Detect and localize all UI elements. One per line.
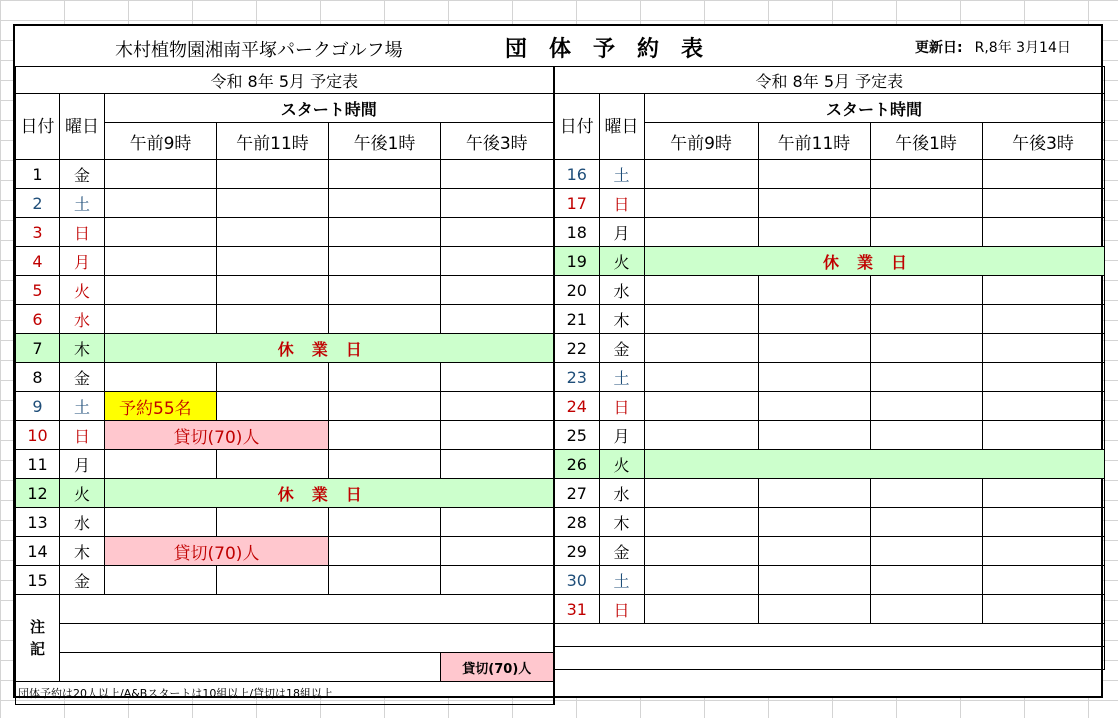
day-cell: 30: [554, 566, 599, 595]
slot-cell[interactable]: [982, 421, 1104, 450]
left-month-header: 令和 8年 5月 予定表: [16, 67, 554, 94]
updated-info: [915, 37, 1071, 57]
table-row: [554, 160, 1104, 189]
slot-cell[interactable]: [217, 450, 329, 479]
slot-cell[interactable]: [644, 218, 758, 247]
notes-line[interactable]: [60, 595, 554, 624]
weekday-cell: 土: [599, 566, 644, 595]
slot-cell[interactable]: [105, 247, 217, 276]
table-row: [554, 392, 1104, 421]
table-row: [16, 160, 554, 189]
slot-cell[interactable]: [982, 508, 1104, 537]
weekday-cell: 木: [60, 537, 105, 566]
slot-cell[interactable]: [982, 537, 1104, 566]
slot-cell[interactable]: [758, 566, 870, 595]
slot-cell[interactable]: [758, 537, 870, 566]
day-cell: 3: [16, 218, 60, 247]
notes-line[interactable]: [60, 624, 554, 653]
slot-cell[interactable]: [644, 595, 758, 624]
weekday-cell: 月: [599, 421, 644, 450]
slot-cell[interactable]: [870, 479, 982, 508]
right-day-col-header: 日付: [554, 94, 599, 160]
slot-cell[interactable]: [329, 363, 441, 392]
table-row: [16, 189, 554, 218]
right-slot-header: 午前9時: [644, 123, 758, 160]
table-row: [554, 508, 1104, 537]
right-weekday-col-header: 曜日: [599, 94, 644, 160]
slot-cell[interactable]: [105, 218, 217, 247]
day-cell: 4: [16, 247, 60, 276]
slot-cell[interactable]: [217, 276, 329, 305]
left-slot-header: 午後3時: [441, 123, 554, 160]
table-row: [554, 479, 1104, 508]
slot-cell[interactable]: [644, 276, 758, 305]
weekday-cell: 水: [599, 479, 644, 508]
table-row: [554, 305, 1104, 334]
slot-cell[interactable]: [441, 363, 554, 392]
closed-day-cell: 休業日: [644, 247, 1104, 276]
table-row: [554, 218, 1104, 247]
day-cell: 12: [16, 479, 60, 508]
slot-cell[interactable]: [441, 305, 554, 334]
table-row: [16, 334, 554, 363]
document-title: 団体予約表: [505, 37, 726, 62]
table-row: [16, 508, 554, 537]
slot-cell[interactable]: [329, 537, 441, 566]
slot-cell[interactable]: [644, 392, 758, 421]
table-row: [554, 537, 1104, 566]
table-row: [16, 450, 554, 479]
reservation-cell[interactable]: 予約55名: [105, 392, 217, 421]
left-weekday-col-header: 曜日: [60, 94, 105, 160]
slot-cell[interactable]: [870, 305, 982, 334]
weekday-cell: 日: [599, 595, 644, 624]
day-cell: 21: [554, 305, 599, 334]
slot-cell[interactable]: [870, 334, 982, 363]
table-row: [16, 276, 554, 305]
slot-cell[interactable]: [217, 305, 329, 334]
slot-cell[interactable]: [217, 218, 329, 247]
day-cell: 5: [16, 276, 60, 305]
day-cell: 24: [554, 392, 599, 421]
slot-cell[interactable]: [441, 566, 554, 595]
slot-cell[interactable]: [441, 537, 554, 566]
rules-text: 団体予約は20人以上/A&Bスタートは10組以上/貸切は18組以上: [16, 682, 554, 705]
notes-header-label: 注記: [29, 618, 45, 658]
weekday-cell: 日: [599, 189, 644, 218]
day-cell: 23: [554, 363, 599, 392]
left-start-time-header: スタート時間: [105, 94, 554, 123]
weekday-cell: 土: [599, 160, 644, 189]
weekday-cell: 火: [599, 247, 644, 276]
slot-cell[interactable]: [870, 566, 982, 595]
slot-cell[interactable]: [644, 508, 758, 537]
weekday-cell: 水: [60, 305, 105, 334]
day-cell: 2: [16, 189, 60, 218]
slot-cell[interactable]: [217, 160, 329, 189]
slot-cell[interactable]: [105, 160, 217, 189]
slot-cell[interactable]: [441, 421, 554, 450]
legend-charter: 貸切(70)人: [441, 653, 554, 682]
slot-cell[interactable]: [870, 363, 982, 392]
table-row: [16, 363, 554, 392]
weekday-cell: 土: [60, 392, 105, 421]
day-cell: 27: [554, 479, 599, 508]
slot-cell[interactable]: [870, 421, 982, 450]
weekday-cell: 月: [599, 218, 644, 247]
table-row: [554, 421, 1104, 450]
weekday-cell: 日: [599, 392, 644, 421]
slot-cell[interactable]: [644, 421, 758, 450]
day-cell: 13: [16, 508, 60, 537]
weekday-cell: 金: [60, 566, 105, 595]
day-cell: 16: [554, 160, 599, 189]
day-cell: 8: [16, 363, 60, 392]
table-row: [554, 363, 1104, 392]
slot-cell[interactable]: [758, 334, 870, 363]
slot-cell[interactable]: [982, 595, 1104, 624]
weekday-cell: 月: [60, 450, 105, 479]
slot-cell[interactable]: [870, 218, 982, 247]
table-row: [16, 537, 554, 566]
slot-cell[interactable]: [329, 189, 441, 218]
closed-day-cell: [644, 450, 1104, 479]
day-cell: 26: [554, 450, 599, 479]
slot-cell[interactable]: [758, 421, 870, 450]
slot-cell[interactable]: [758, 160, 870, 189]
slot-cell[interactable]: [870, 508, 982, 537]
slot-cell[interactable]: [644, 537, 758, 566]
table-row: [554, 276, 1104, 305]
slot-cell[interactable]: [870, 276, 982, 305]
slot-cell[interactable]: [441, 392, 554, 421]
notes-header: [16, 595, 60, 682]
title-bar: [15, 26, 1101, 67]
slot-cell[interactable]: [982, 363, 1104, 392]
slot-cell[interactable]: [644, 189, 758, 218]
right-slot-header: 午前11時: [758, 123, 870, 160]
slot-cell[interactable]: [329, 508, 441, 537]
weekday-cell: 水: [599, 276, 644, 305]
right-calendar-table: [553, 66, 1105, 670]
slot-cell[interactable]: [329, 276, 441, 305]
slot-cell[interactable]: [217, 392, 329, 421]
right-start-time-header: スタート時間: [644, 94, 1104, 123]
table-row: [554, 566, 1104, 595]
slot-cell[interactable]: [870, 537, 982, 566]
slot-cell[interactable]: [441, 276, 554, 305]
slot-cell[interactable]: [758, 479, 870, 508]
slot-cell[interactable]: [870, 160, 982, 189]
day-cell: 9: [16, 392, 60, 421]
day-cell: 20: [554, 276, 599, 305]
slot-cell[interactable]: [217, 363, 329, 392]
table-row: [16, 218, 554, 247]
table-row: [16, 421, 554, 450]
slot-cell[interactable]: [329, 247, 441, 276]
table-row: [16, 566, 554, 595]
weekday-cell: 金: [599, 334, 644, 363]
table-row: [554, 595, 1104, 624]
slot-cell[interactable]: [644, 334, 758, 363]
slot-cell[interactable]: [758, 363, 870, 392]
venue-name: 木村植物園湘南平塚パークゴルフ場: [115, 40, 403, 61]
weekday-cell: 木: [599, 305, 644, 334]
slot-cell[interactable]: [329, 450, 441, 479]
day-cell: 22: [554, 334, 599, 363]
left-slot-header: 午前9時: [105, 123, 217, 160]
slot-cell[interactable]: [105, 508, 217, 537]
slot-cell[interactable]: [982, 189, 1104, 218]
day-cell: 11: [16, 450, 60, 479]
slot-cell[interactable]: [105, 189, 217, 218]
weekday-cell: 火: [60, 276, 105, 305]
table-row: [554, 189, 1104, 218]
weekday-cell: 金: [60, 160, 105, 189]
closed-day-cell: 休業日: [105, 479, 554, 508]
left-day-col-header: 日付: [16, 94, 60, 160]
slot-cell[interactable]: [441, 450, 554, 479]
slot-cell[interactable]: [329, 218, 441, 247]
slot-cell[interactable]: [329, 421, 441, 450]
slot-cell[interactable]: [758, 218, 870, 247]
updated-label: 更新日:: [915, 40, 963, 56]
slot-cell[interactable]: [105, 276, 217, 305]
weekday-cell: 木: [60, 334, 105, 363]
right-slot-header: 午後3時: [982, 123, 1104, 160]
day-cell: 14: [16, 537, 60, 566]
weekday-cell: 火: [60, 479, 105, 508]
day-cell: 18: [554, 218, 599, 247]
weekday-cell: 土: [60, 189, 105, 218]
reservation-sheet: [13, 24, 1103, 698]
right-month-header: 令和 8年 5月 予定表: [554, 67, 1104, 94]
weekday-cell: 水: [60, 508, 105, 537]
notes-line[interactable]: [554, 624, 1104, 647]
table-row: [554, 247, 1104, 276]
slot-cell[interactable]: [644, 363, 758, 392]
slot-cell[interactable]: [329, 566, 441, 595]
slot-cell[interactable]: [329, 160, 441, 189]
slot-cell[interactable]: [441, 247, 554, 276]
slot-cell[interactable]: [982, 218, 1104, 247]
slot-cell[interactable]: [758, 276, 870, 305]
slot-cell[interactable]: [105, 363, 217, 392]
notes-line[interactable]: [554, 647, 1104, 670]
table-row: [16, 247, 554, 276]
left-slot-header: 午前11時: [217, 123, 329, 160]
day-cell: 29: [554, 537, 599, 566]
slot-cell[interactable]: [982, 479, 1104, 508]
slot-cell[interactable]: [105, 450, 217, 479]
day-cell: 28: [554, 508, 599, 537]
day-cell: 25: [554, 421, 599, 450]
weekday-cell: 月: [60, 247, 105, 276]
weekday-cell: 火: [599, 450, 644, 479]
weekday-cell: 金: [599, 537, 644, 566]
slot-cell[interactable]: [870, 189, 982, 218]
slot-cell[interactable]: [217, 566, 329, 595]
table-row: [16, 479, 554, 508]
notes-line[interactable]: [60, 653, 441, 682]
table-row: [16, 305, 554, 334]
day-cell: 17: [554, 189, 599, 218]
weekday-cell: 木: [599, 508, 644, 537]
right-slot-header: 午後1時: [870, 123, 982, 160]
slot-cell[interactable]: [758, 508, 870, 537]
slot-cell[interactable]: [441, 189, 554, 218]
table-row: [16, 392, 554, 421]
closed-day-cell: 休業日: [105, 334, 554, 363]
slot-cell[interactable]: [644, 479, 758, 508]
weekday-cell: 日: [60, 218, 105, 247]
slot-cell[interactable]: [217, 247, 329, 276]
table-row: [554, 334, 1104, 363]
slot-cell[interactable]: [982, 334, 1104, 363]
slot-cell[interactable]: [441, 160, 554, 189]
left-calendar-table: [15, 66, 555, 705]
slot-cell[interactable]: [982, 566, 1104, 595]
slot-cell[interactable]: [644, 160, 758, 189]
left-slot-header: 午後1時: [329, 123, 441, 160]
slot-cell[interactable]: [870, 392, 982, 421]
slot-cell[interactable]: [329, 305, 441, 334]
table-row: [554, 450, 1104, 479]
slot-cell[interactable]: [982, 305, 1104, 334]
slot-cell[interactable]: [644, 305, 758, 334]
updated-date: R,8年 3月14日: [974, 40, 1071, 56]
weekday-cell: 日: [60, 421, 105, 450]
day-cell: 1: [16, 160, 60, 189]
slot-cell[interactable]: [217, 508, 329, 537]
weekday-cell: 金: [60, 363, 105, 392]
slot-cell[interactable]: [217, 189, 329, 218]
day-cell: 10: [16, 421, 60, 450]
slot-cell[interactable]: [758, 305, 870, 334]
slot-cell[interactable]: [644, 566, 758, 595]
weekday-cell: 土: [599, 363, 644, 392]
slot-cell[interactable]: [441, 508, 554, 537]
slot-cell[interactable]: [441, 218, 554, 247]
day-cell: 7: [16, 334, 60, 363]
day-cell: 15: [16, 566, 60, 595]
slot-cell[interactable]: [758, 189, 870, 218]
slot-cell[interactable]: [982, 392, 1104, 421]
slot-cell[interactable]: [329, 392, 441, 421]
slot-cell[interactable]: [982, 276, 1104, 305]
slot-cell[interactable]: [758, 595, 870, 624]
slot-cell[interactable]: [982, 160, 1104, 189]
slot-cell[interactable]: [758, 392, 870, 421]
day-cell: 31: [554, 595, 599, 624]
charter-cell[interactable]: 貸切(70)人: [105, 421, 329, 450]
slot-cell[interactable]: [870, 595, 982, 624]
day-cell: 6: [16, 305, 60, 334]
day-cell: 19: [554, 247, 599, 276]
slot-cell[interactable]: [105, 566, 217, 595]
slot-cell[interactable]: [105, 305, 217, 334]
charter-cell[interactable]: 貸切(70)人: [105, 537, 329, 566]
